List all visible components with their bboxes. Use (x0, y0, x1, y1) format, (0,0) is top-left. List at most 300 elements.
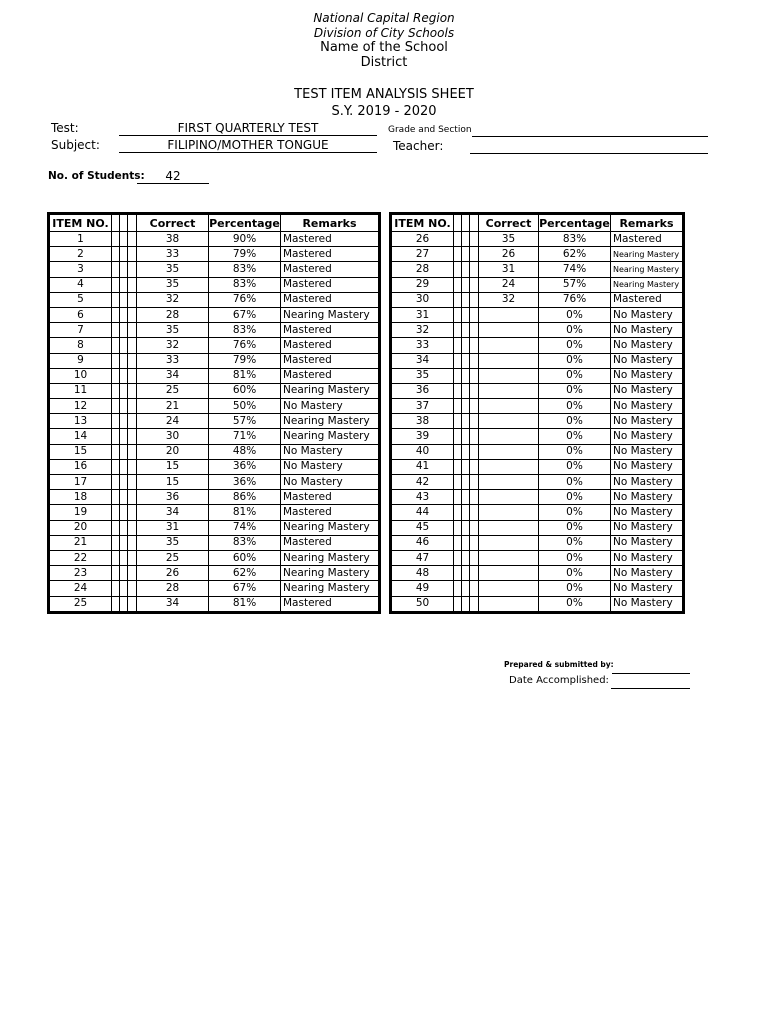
date-label: Date Accomplished: (509, 675, 609, 686)
remarks-value: Mastered (281, 247, 379, 262)
item-number: 41 (392, 459, 454, 474)
table-row (392, 277, 683, 292)
blank-cell (470, 292, 479, 307)
table-row (392, 490, 683, 505)
blank-cell (454, 414, 462, 429)
blank-cell (454, 338, 462, 353)
blank-cell (128, 581, 137, 596)
blank-cell (128, 520, 137, 535)
table-row (392, 323, 683, 338)
percentage-value: 0% (539, 535, 611, 550)
remarks-value: Nearing Mastery (611, 277, 683, 292)
blank-cell (462, 459, 470, 474)
blank-cell (462, 414, 470, 429)
table-row (50, 475, 379, 490)
percentage-value: 0% (539, 444, 611, 459)
remarks-value: Nearing Mastery (281, 429, 379, 444)
col-remarks: Remarks (281, 215, 379, 232)
item-number: 14 (50, 429, 112, 444)
blank-cell (120, 307, 128, 322)
correct-count (479, 535, 539, 550)
students-label: No. of Students: (48, 170, 145, 182)
blank-cell (454, 550, 462, 565)
correct-count (479, 323, 539, 338)
percentage-value: 57% (209, 414, 281, 429)
correct-count: 33 (137, 247, 209, 262)
blank-cell (470, 505, 479, 520)
table-row (392, 596, 683, 611)
percentage-value: 76% (209, 292, 281, 307)
table-row (392, 429, 683, 444)
table-row (392, 566, 683, 581)
blank-cell (470, 353, 479, 368)
blank-cell (128, 596, 137, 611)
blank-cell (112, 566, 120, 581)
blank-cell (462, 596, 470, 611)
correct-count: 20 (137, 444, 209, 459)
remarks-value: No Mastery (611, 490, 683, 505)
table-row (392, 262, 683, 277)
col-blank (462, 215, 470, 232)
correct-count: 25 (137, 383, 209, 398)
subject-value: FILIPINO/MOTHER TONGUE (119, 138, 377, 153)
percentage-value: 0% (539, 399, 611, 414)
remarks-value: No Mastery (611, 338, 683, 353)
remarks-value: Mastered (281, 277, 379, 292)
item-number: 5 (50, 292, 112, 307)
item-number: 44 (392, 505, 454, 520)
blank-cell (112, 353, 120, 368)
blank-cell (470, 414, 479, 429)
blank-cell (120, 429, 128, 444)
blank-cell (112, 459, 120, 474)
blank-cell (112, 581, 120, 596)
blank-cell (462, 262, 470, 277)
col-item-no: ITEM NO. (392, 215, 454, 232)
col-remarks: Remarks (611, 215, 683, 232)
blank-cell (128, 414, 137, 429)
col-percentage: Percentage (209, 216, 280, 230)
blank-cell (120, 520, 128, 535)
blank-cell (462, 292, 470, 307)
percentage-value: 0% (539, 429, 611, 444)
remarks-value: No Mastery (281, 475, 379, 490)
table-row (50, 399, 379, 414)
table-row (50, 459, 379, 474)
blank-cell (112, 368, 120, 383)
blank-cell (462, 353, 470, 368)
remarks-value: Mastered (281, 353, 379, 368)
table-row (392, 444, 683, 459)
blank-cell (120, 277, 128, 292)
table-row (50, 232, 379, 247)
remarks-value: Nearing Mastery (281, 566, 379, 581)
table-row (392, 307, 683, 322)
correct-count (479, 307, 539, 322)
item-number: 35 (392, 368, 454, 383)
percentage-value: 76% (209, 338, 281, 353)
item-number: 15 (50, 444, 112, 459)
correct-count: 35 (479, 232, 539, 247)
percentage-value: 0% (539, 520, 611, 535)
percentage-value: 0% (539, 459, 611, 474)
remarks-value: No Mastery (611, 383, 683, 398)
blank-cell (128, 444, 137, 459)
remarks-value: No Mastery (611, 307, 683, 322)
item-number: 13 (50, 414, 112, 429)
blank-cell (454, 459, 462, 474)
item-number: 6 (50, 307, 112, 322)
remarks-value: Nearing Mastery (281, 414, 379, 429)
blank-cell (128, 550, 137, 565)
blank-cell (454, 475, 462, 490)
blank-cell (470, 277, 479, 292)
remarks-value: Nearing Mastery (281, 383, 379, 398)
table-row (50, 383, 379, 398)
blank-cell (470, 535, 479, 550)
blank-cell (470, 566, 479, 581)
remarks-value: Mastered (281, 338, 379, 353)
percentage-value: 62% (539, 247, 611, 262)
school-year: S.Y. 2019 - 2020 (331, 104, 437, 119)
item-number: 21 (50, 535, 112, 550)
remarks-value: No Mastery (611, 505, 683, 520)
blank-cell (462, 550, 470, 565)
remarks-value: No Mastery (611, 444, 683, 459)
percentage-value: 0% (539, 566, 611, 581)
percentage-value: 0% (539, 307, 611, 322)
blank-cell (112, 429, 120, 444)
blank-cell (462, 505, 470, 520)
remarks-value: No Mastery (611, 566, 683, 581)
correct-count (479, 353, 539, 368)
blank-cell (120, 444, 128, 459)
blank-cell (112, 262, 120, 277)
blank-cell (112, 550, 120, 565)
blank-cell (128, 232, 137, 247)
blank-cell (462, 535, 470, 550)
teacher-field (470, 139, 708, 154)
correct-count (479, 383, 539, 398)
school-name: Name of the School (320, 40, 448, 55)
blank-cell (462, 338, 470, 353)
blank-cell (120, 338, 128, 353)
remarks-value: No Mastery (611, 581, 683, 596)
blank-cell (470, 490, 479, 505)
header-row (50, 215, 379, 232)
blank-cell (462, 444, 470, 459)
remarks-value: Mastered (281, 368, 379, 383)
correct-count: 24 (137, 414, 209, 429)
blank-cell (112, 596, 120, 611)
blank-cell (128, 368, 137, 383)
percentage-value: 36% (209, 475, 281, 490)
blank-cell (462, 247, 470, 262)
item-number: 50 (392, 596, 454, 611)
item-number: 37 (392, 399, 454, 414)
item-table-left (49, 214, 379, 612)
remarks-value: Mastered (281, 505, 379, 520)
col-blank (112, 215, 120, 232)
correct-count: 30 (137, 429, 209, 444)
correct-count (479, 550, 539, 565)
remarks-value: No Mastery (611, 596, 683, 611)
percentage-value: 83% (209, 262, 281, 277)
blank-cell (128, 338, 137, 353)
blank-cell (120, 535, 128, 550)
table-row (50, 429, 379, 444)
remarks-value: Mastered (281, 232, 379, 247)
table-row (392, 414, 683, 429)
table-row (392, 338, 683, 353)
blank-cell (120, 596, 128, 611)
item-number: 16 (50, 459, 112, 474)
blank-cell (470, 429, 479, 444)
item-number: 24 (50, 581, 112, 596)
blank-cell (454, 429, 462, 444)
col-blank (128, 215, 137, 232)
blank-cell (462, 232, 470, 247)
prepared-label: Prepared & submitted by: (504, 660, 614, 669)
percentage-value: 0% (539, 414, 611, 429)
blank-cell (120, 399, 128, 414)
percentage-value: 86% (209, 490, 281, 505)
table-row (392, 383, 683, 398)
blank-cell (470, 459, 479, 474)
remarks-value: Nearing Mastery (611, 247, 683, 262)
percentage-value: 67% (209, 581, 281, 596)
blank-cell (112, 399, 120, 414)
col-correct: Correct (137, 215, 209, 232)
blank-cell (120, 232, 128, 247)
table-row (50, 307, 379, 322)
remarks-value: No Mastery (611, 353, 683, 368)
blank-cell (112, 247, 120, 262)
blank-cell (454, 596, 462, 611)
remarks-value: Nearing Mastery (281, 520, 379, 535)
table-row (50, 323, 379, 338)
col-percentage: Percentage (539, 216, 610, 230)
table-row (392, 459, 683, 474)
table-row (50, 414, 379, 429)
blank-cell (454, 353, 462, 368)
blank-cell (112, 414, 120, 429)
table-row (50, 368, 379, 383)
blank-cell (470, 520, 479, 535)
percentage-value: 83% (209, 323, 281, 338)
blank-cell (128, 535, 137, 550)
percentage-value: 76% (539, 292, 611, 307)
correct-count: 28 (137, 307, 209, 322)
blank-cell (128, 277, 137, 292)
blank-cell (454, 490, 462, 505)
sheet-title: TEST ITEM ANALYSIS SHEET (294, 87, 474, 102)
item-number: 22 (50, 550, 112, 565)
correct-count (479, 505, 539, 520)
table-row (392, 535, 683, 550)
correct-count: 15 (137, 459, 209, 474)
correct-count (479, 566, 539, 581)
percentage-value: 0% (539, 353, 611, 368)
item-number: 3 (50, 262, 112, 277)
item-number: 49 (392, 581, 454, 596)
blank-cell (112, 490, 120, 505)
correct-count: 31 (137, 520, 209, 535)
blank-cell (112, 307, 120, 322)
correct-count (479, 581, 539, 596)
item-number: 38 (392, 414, 454, 429)
remarks-value: No Mastery (611, 399, 683, 414)
blank-cell (128, 490, 137, 505)
table-row (392, 232, 683, 247)
correct-count: 21 (137, 399, 209, 414)
blank-cell (112, 323, 120, 338)
percentage-value: 74% (539, 262, 611, 277)
table-row (50, 277, 379, 292)
remarks-value: Mastered (281, 490, 379, 505)
percentage-value: 0% (539, 475, 611, 490)
table-row (392, 520, 683, 535)
col-blank (470, 215, 479, 232)
remarks-value: No Mastery (611, 459, 683, 474)
table-row (392, 505, 683, 520)
blank-cell (454, 581, 462, 596)
table-row (50, 581, 379, 596)
percentage-value: 0% (539, 550, 611, 565)
division-line: Division of City Schools (313, 26, 455, 40)
item-number: 28 (392, 262, 454, 277)
remarks-value: Nearing Mastery (281, 581, 379, 596)
blank-cell (454, 399, 462, 414)
blank-cell (112, 505, 120, 520)
item-number: 12 (50, 399, 112, 414)
correct-count: 32 (137, 292, 209, 307)
correct-count (479, 490, 539, 505)
correct-count: 36 (137, 490, 209, 505)
percentage-value: 0% (539, 338, 611, 353)
remarks-value: Mastered (281, 262, 379, 277)
remarks-value: No Mastery (611, 475, 683, 490)
item-number: 33 (392, 338, 454, 353)
correct-count (479, 520, 539, 535)
blank-cell (462, 566, 470, 581)
percentage-value: 0% (539, 383, 611, 398)
remarks-value: Nearing Mastery (281, 550, 379, 565)
blank-cell (120, 566, 128, 581)
blank-cell (462, 581, 470, 596)
blank-cell (454, 368, 462, 383)
blank-cell (120, 247, 128, 262)
blank-cell (470, 338, 479, 353)
table-row (50, 338, 379, 353)
blank-cell (120, 414, 128, 429)
correct-count (479, 429, 539, 444)
remarks-value: Nearing Mastery (611, 262, 683, 277)
table-row (50, 550, 379, 565)
blank-cell (470, 247, 479, 262)
percentage-value: 0% (539, 323, 611, 338)
blank-cell (112, 277, 120, 292)
percentage-value: 60% (209, 550, 281, 565)
blank-cell (454, 505, 462, 520)
blank-cell (112, 535, 120, 550)
correct-count: 34 (137, 596, 209, 611)
table-row (50, 596, 379, 611)
blank-cell (470, 383, 479, 398)
blank-cell (454, 232, 462, 247)
table-row (392, 353, 683, 368)
blank-cell (470, 596, 479, 611)
blank-cell (462, 429, 470, 444)
percentage-value: 50% (209, 399, 281, 414)
remarks-value: No Mastery (281, 399, 379, 414)
percentage-value: 79% (209, 353, 281, 368)
blank-cell (470, 399, 479, 414)
blank-cell (462, 383, 470, 398)
blank-cell (128, 292, 137, 307)
percentage-value: 0% (539, 368, 611, 383)
remarks-value: No Mastery (611, 323, 683, 338)
item-number: 2 (50, 247, 112, 262)
percentage-value: 60% (209, 383, 281, 398)
blank-cell (128, 307, 137, 322)
col-item-no: ITEM NO. (50, 215, 112, 232)
blank-cell (454, 535, 462, 550)
item-number: 11 (50, 383, 112, 398)
correct-count: 35 (137, 262, 209, 277)
blank-cell (120, 292, 128, 307)
blank-cell (112, 338, 120, 353)
item-number: 19 (50, 505, 112, 520)
remarks-value: No Mastery (281, 444, 379, 459)
blank-cell (454, 444, 462, 459)
blank-cell (120, 505, 128, 520)
percentage-value: 0% (539, 490, 611, 505)
table-row (392, 581, 683, 596)
correct-count: 34 (137, 368, 209, 383)
table-row (50, 490, 379, 505)
blank-cell (462, 490, 470, 505)
blank-cell (470, 475, 479, 490)
blank-cell (470, 581, 479, 596)
blank-cell (454, 323, 462, 338)
correct-count (479, 414, 539, 429)
region-line: National Capital Region (313, 11, 455, 25)
correct-count: 25 (137, 550, 209, 565)
blank-cell (454, 307, 462, 322)
blank-cell (112, 232, 120, 247)
blank-cell (470, 368, 479, 383)
blank-cell (120, 490, 128, 505)
blank-cell (112, 383, 120, 398)
correct-count: 26 (479, 247, 539, 262)
blank-cell (128, 353, 137, 368)
table-row (50, 444, 379, 459)
correct-count: 35 (137, 535, 209, 550)
percentage-value: 62% (209, 566, 281, 581)
item-number: 34 (392, 353, 454, 368)
remarks-value: Nearing Mastery (281, 307, 379, 322)
blank-cell (454, 383, 462, 398)
blank-cell (128, 566, 137, 581)
correct-count: 35 (137, 323, 209, 338)
blank-cell (454, 262, 462, 277)
blank-cell (462, 277, 470, 292)
subject-label: Subject: (51, 138, 100, 152)
blank-cell (120, 383, 128, 398)
percentage-value: 74% (209, 520, 281, 535)
correct-count (479, 399, 539, 414)
